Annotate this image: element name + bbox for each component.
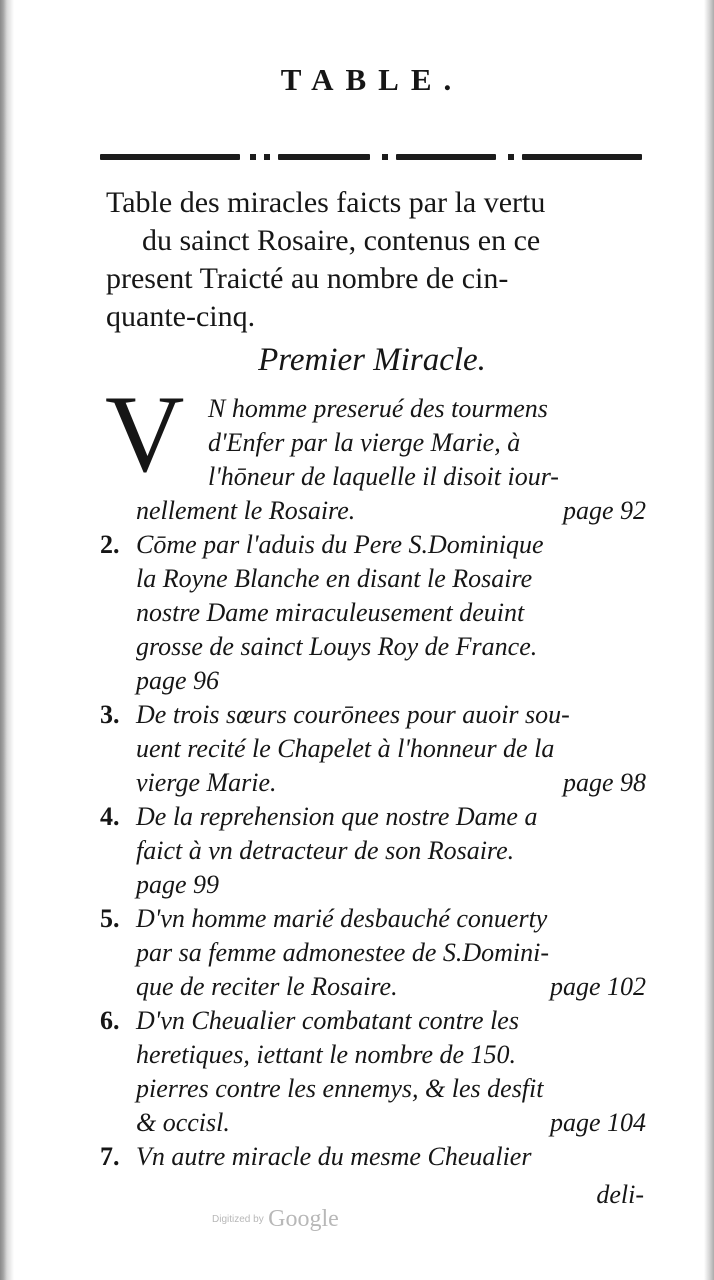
entry-line: D'vn homme marié desbauché conuerty bbox=[136, 904, 548, 933]
entry-line: l'hōneur de laquelle il disoit iour- bbox=[208, 462, 559, 491]
page-reference: page 99 bbox=[136, 870, 220, 899]
google-logo-text: Google bbox=[268, 1206, 339, 1232]
section-title: Premier Miracle. bbox=[258, 342, 486, 378]
page-reference: page 104 bbox=[549, 1108, 646, 1137]
entry-line: Cōme par l'aduis du Pere S.Dominique bbox=[136, 530, 544, 559]
entry-line: grosse de sainct Louys Roy de France. bbox=[136, 632, 538, 661]
page-edge-left bbox=[0, 0, 14, 1280]
entry-text: & occisl. bbox=[136, 1108, 230, 1137]
entry-line: heretiques, iettant le nombre de 150. bbox=[136, 1040, 517, 1069]
list-item bbox=[100, 1140, 646, 1174]
entry-number: 4. bbox=[100, 802, 120, 831]
entry-line bbox=[100, 494, 646, 528]
entry-line: Vn autre miracle du mesme Cheualier bbox=[136, 1142, 532, 1171]
entry-line: De la reprehension que nostre Dame a bbox=[136, 802, 538, 831]
entry-line: nostre Dame miraculeusement deuint bbox=[136, 598, 525, 627]
list-item bbox=[100, 800, 646, 902]
page-reference: page 96 bbox=[136, 666, 220, 695]
page-reference: page 98 bbox=[562, 768, 646, 797]
entry-text: que de reciter le Rosaire. bbox=[136, 972, 398, 1001]
catchword: deli- bbox=[596, 1180, 644, 1209]
entry-number: 3. bbox=[100, 700, 120, 729]
entry-line bbox=[136, 970, 646, 1004]
entry-number: 6. bbox=[100, 1006, 120, 1035]
drop-cap: V bbox=[105, 373, 185, 495]
entry-line bbox=[136, 766, 646, 800]
intro-line: quante-cinq. bbox=[106, 300, 256, 333]
entry-line bbox=[136, 1106, 646, 1140]
miracle-list bbox=[100, 392, 646, 1174]
entry-number: 5. bbox=[100, 904, 120, 933]
entry-line: d'Enfer par la vierge Marie, à bbox=[208, 428, 521, 457]
intro-line: Table des miracles faicts par la vertu bbox=[106, 186, 546, 219]
entry-line: uent recité le Chapelet à l'honneur de la bbox=[136, 734, 555, 763]
list-item bbox=[100, 528, 646, 698]
digitized-by-label: Digitized by bbox=[212, 1214, 264, 1225]
entry-line: par sa femme admonestee de S.Domini- bbox=[136, 938, 550, 967]
digitization-watermark bbox=[212, 1206, 339, 1233]
entry-line: D'vn Cheualier combatant contre les bbox=[136, 1006, 519, 1035]
entry-line: De trois sœurs courōnees pour auoir sou- bbox=[136, 700, 570, 729]
entry-number: 7. bbox=[100, 1142, 120, 1171]
page-reference: page 102 bbox=[549, 972, 646, 1001]
list-item bbox=[100, 392, 646, 528]
intro-line: du sainct Rosaire, contenus en ce bbox=[142, 224, 541, 257]
page-reference: page 92 bbox=[562, 496, 646, 525]
ornamental-rule bbox=[100, 150, 642, 164]
entry-text: vierge Marie. bbox=[136, 768, 277, 797]
entry-line: N homme preserué des tourmens bbox=[208, 394, 548, 423]
list-item bbox=[100, 902, 646, 1004]
entry-line: pierres contre les ennemys, & les desfit bbox=[136, 1074, 544, 1103]
entry-line: faict à vn detracteur de son Rosaire. bbox=[136, 836, 515, 865]
page-edge-right bbox=[704, 0, 714, 1280]
running-title: TABLE. bbox=[280, 62, 464, 97]
table-introduction bbox=[106, 184, 646, 336]
entry-number: 2. bbox=[100, 530, 120, 559]
entry-text: nellement le Rosaire. bbox=[136, 496, 356, 525]
list-item bbox=[100, 698, 646, 800]
intro-line: present Traicté au nombre de cin- bbox=[106, 262, 509, 295]
entry-line: la Royne Blanche en disant le Rosaire bbox=[136, 564, 533, 593]
list-item bbox=[100, 1004, 646, 1140]
